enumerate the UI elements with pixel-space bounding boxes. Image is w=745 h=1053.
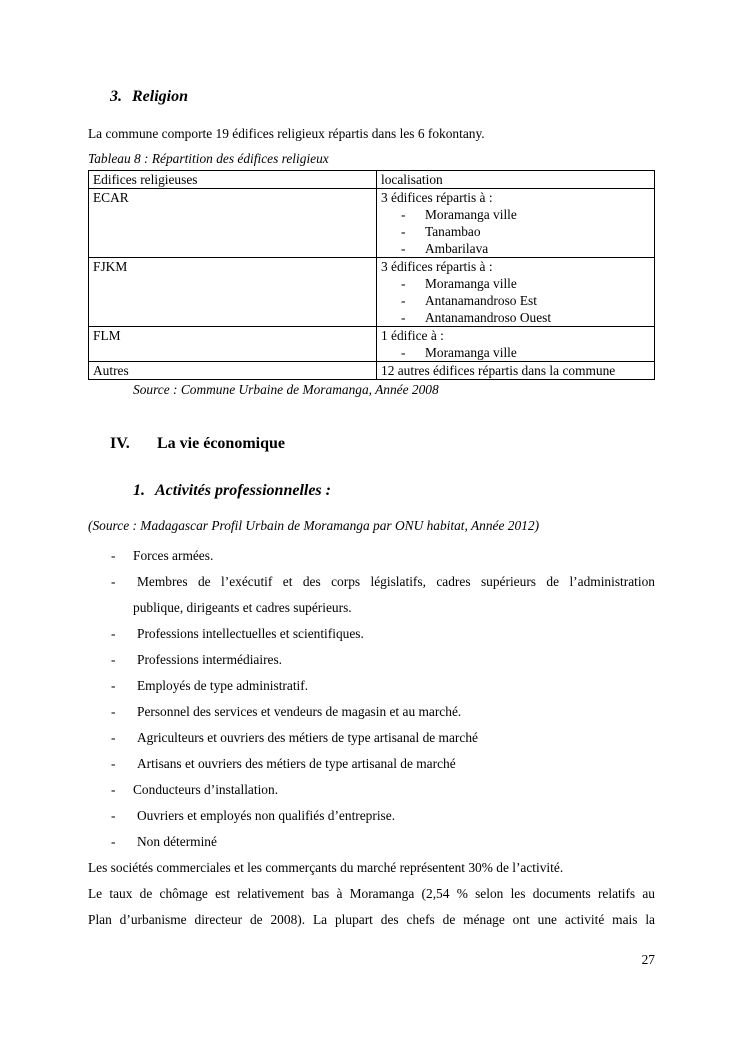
subsection-title: Activités professionnelles : (155, 482, 331, 499)
table-row (89, 258, 655, 327)
paragraph-line: Le taux de chômage est relativement bas à Moramanga (2,54 % selon les documents relatifs au (88, 886, 655, 901)
religious-buildings-table (88, 170, 655, 380)
table-row (89, 362, 655, 380)
location-item: - Antanamandroso Est (401, 293, 537, 308)
list-item: - Employés de type administratif. (111, 678, 309, 693)
location-summary: 12 autres édifices répartis dans la commune (381, 363, 616, 378)
activities-source: (Source : Madagascar Profil Urbain de Moramanga par ONU habitat, Année 2012) (88, 518, 540, 533)
activities-list (88, 543, 655, 855)
paragraph-unemployment (88, 881, 655, 933)
section-heading-economy (110, 435, 285, 453)
paragraph-commerce: Les sociétés commerciales et les commerçants du marché représentent 30% de l’activité. (88, 860, 564, 875)
table-cell-name: FLM (89, 327, 377, 362)
list-item: - Personnel des services et vendeurs de magasin et au marché. (111, 704, 462, 719)
subsection-heading-activities (133, 482, 331, 500)
intro-paragraph: La commune comporte 19 édifices religieux répartis dans les 6 fokontany. (88, 126, 485, 141)
table-row (89, 189, 655, 258)
table-cell-name: Autres (89, 362, 377, 380)
table-row (89, 327, 655, 362)
table-cell-location (377, 189, 655, 258)
section-heading-religion (110, 88, 188, 106)
table-cell-location (377, 258, 655, 327)
list-item: - Non déterminé (111, 834, 217, 849)
table-cell-location (377, 362, 655, 380)
page-number: 27 (641, 952, 655, 967)
section-title: Religion (132, 88, 189, 105)
list-item: - Membres de l’exécutif et des corps législatifs, cadres supérieurs de l’administration (111, 574, 655, 589)
list-item: - Professions intermédiaires. (111, 652, 283, 667)
location-summary: 3 édifices répartis à : (381, 259, 493, 274)
list-item: - Ouvriers et employés non qualifiés d’entreprise. (111, 808, 396, 823)
list-item: - Professions intellectuelles et scientifiques. (111, 626, 364, 641)
list-item: - Artisans et ouvriers des métiers de type artisanal de marché (111, 756, 456, 771)
table-header-row (89, 171, 655, 189)
table-caption: Tableau 8 : Répartition des édifices religieux (88, 151, 329, 166)
location-item: - Tanambao (401, 224, 481, 239)
table-cell-location (377, 327, 655, 362)
subsection-number: 1. (133, 482, 145, 499)
location-item: - Moramanga ville (401, 345, 517, 360)
location-item: - Moramanga ville (401, 207, 517, 222)
table-source: Source : Commune Urbaine de Moramanga, Année 2008 (133, 382, 439, 397)
location-summary: 1 édifice à : (381, 328, 444, 343)
location-item: - Moramanga ville (401, 276, 517, 291)
list-item-continuation: publique, dirigeants et cadres supérieurs. (133, 600, 352, 615)
section-number: IV. (110, 435, 130, 452)
location-item: - Ambarilava (401, 241, 489, 256)
location-summary: 3 édifices répartis à : (381, 190, 493, 205)
list-item: - Forces armées. (111, 548, 214, 563)
section-number: 3. (110, 88, 122, 105)
location-item: - Antanamandroso Ouest (401, 310, 552, 325)
table-header-cell: Edifices religieuses (89, 171, 377, 189)
table-cell-name: ECAR (89, 189, 377, 258)
section-title: La vie économique (157, 435, 285, 452)
table-cell-name: FJKM (89, 258, 377, 327)
list-item: - Conducteurs d’installation. (111, 782, 279, 797)
table-header-cell: localisation (377, 171, 655, 189)
paragraph-line: Plan d’urbanisme directeur de 2008). La plupart des chefs de ménage ont une activité mais la (88, 912, 655, 927)
list-item: - Agriculteurs et ouvriers des métiers de type artisanal de marché (111, 730, 478, 745)
